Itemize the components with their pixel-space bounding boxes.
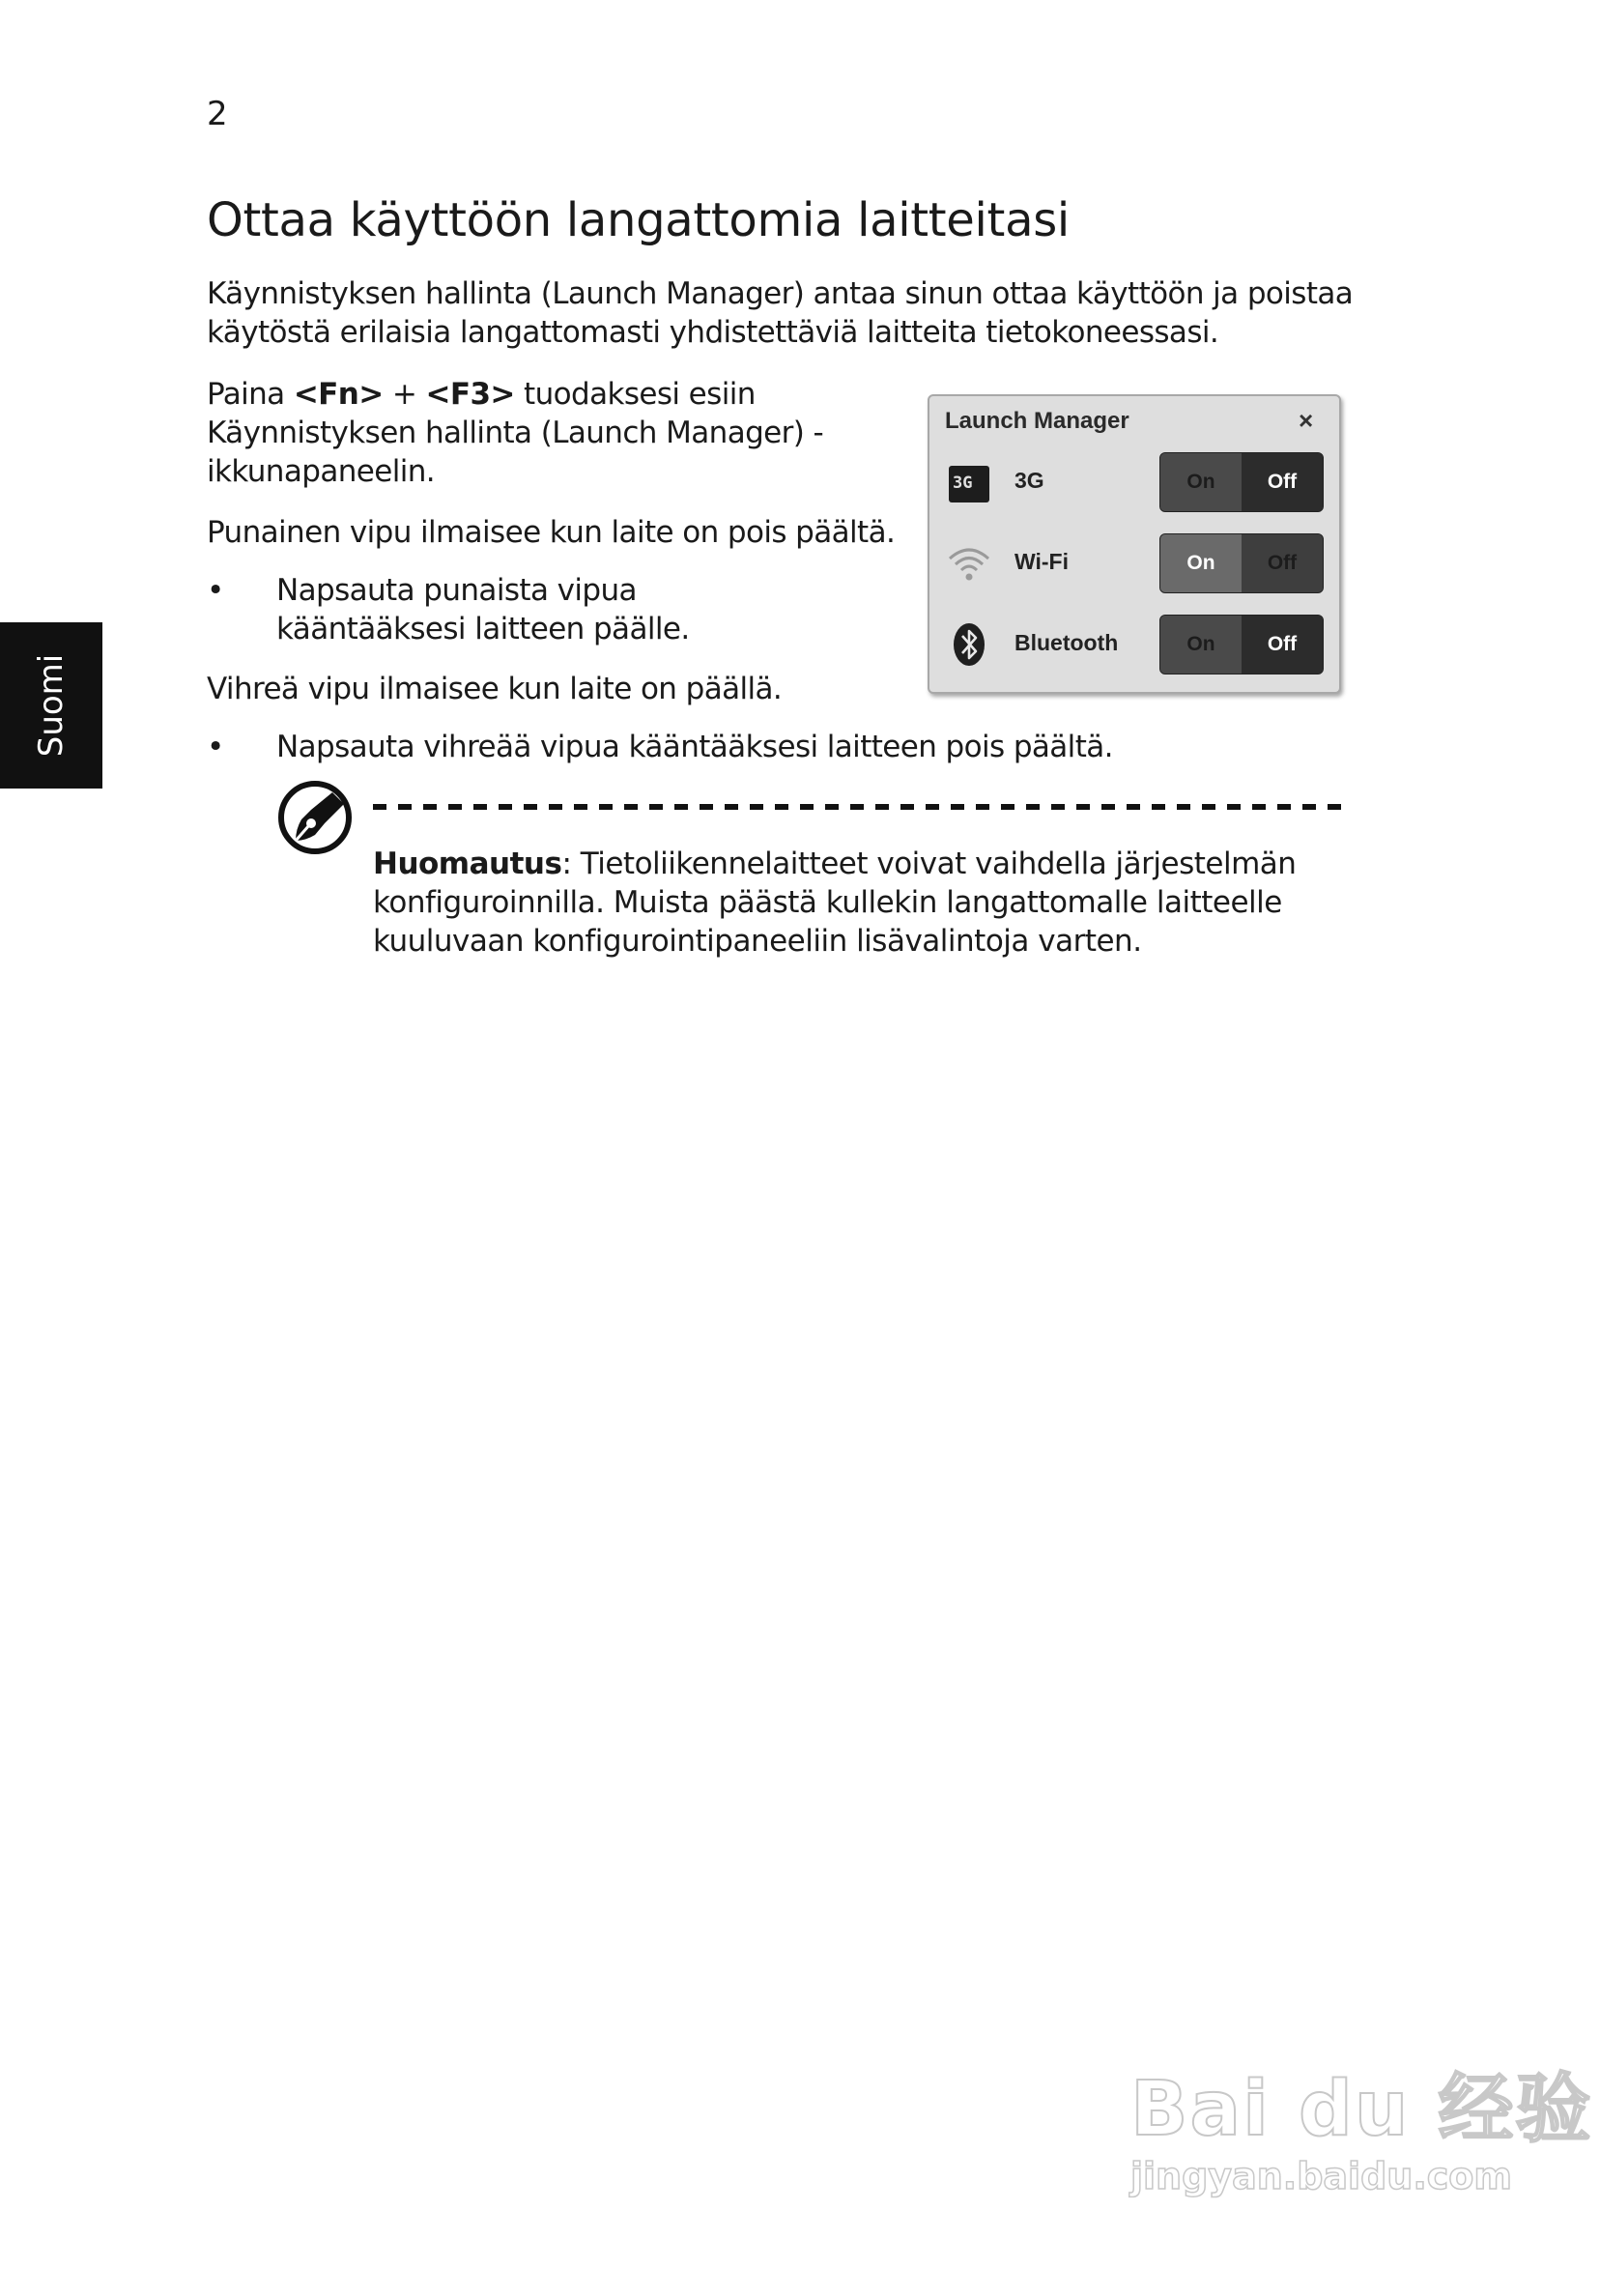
device-label-wifi: Wi-Fi [1014, 549, 1069, 574]
device-row-wifi [929, 531, 1339, 593]
toggle-bluetooth[interactable] [1159, 615, 1324, 674]
f3-key: <F3> [425, 377, 515, 412]
toggle-off-option[interactable]: Off [1242, 453, 1323, 511]
language-side-tab [0, 622, 102, 789]
note-paragraph [373, 845, 1387, 961]
device-row-bluetooth [929, 613, 1339, 674]
fn-key: <Fn> [293, 377, 384, 412]
page-title: Ottaa käyttöön langattomia laitteitasi [207, 193, 1070, 247]
intro-paragraph: Käynnistyksen hallinta (Launch Manager) antaa sinun ottaa käyttöön ja poistaa käytöstä erilaisia langattomasti yhdistettäviä laitteita tietokoneessasi. [207, 276, 1354, 350]
wifi-icon [947, 543, 991, 584]
red-lever-paragraph: Punainen vipu ilmaisee kun laite on pois päältä. [207, 515, 896, 550]
bullet-green-text: Napsauta vihreää vipua kääntääksesi laitteen pois päältä. [276, 730, 1113, 764]
toggle-on-option[interactable]: On [1160, 453, 1242, 511]
toggle-on-option[interactable]: On [1160, 534, 1242, 592]
3g-icon-text: 3G [953, 474, 973, 493]
baidu-watermark-logo: Bai du 经验 [1130, 2066, 1593, 2153]
plus-sign: + [383, 377, 426, 412]
press-suffix: tuodaksesi esiin Käynnistyksen hallinta (Launch Manager) -ikkunapaneelin. [207, 377, 824, 489]
toggle-off-option[interactable]: Off [1242, 534, 1323, 592]
launch-manager-title: Launch Manager [945, 408, 1129, 434]
launch-manager-window [928, 394, 1341, 694]
bullet-dot: • [207, 573, 224, 608]
note-body: : Tietoliikennelaitteet voivat vaihdella järjestelmän konfiguroinnilla. Muista päästä kullekin langattomalle laitteelle kuuluvaan konfigurointipaneeliin lisävalintoja varten. [373, 847, 1297, 959]
page-number: 2 [207, 95, 228, 133]
green-lever-paragraph: Vihreä vipu ilmaisee kun laite on päällä. [207, 672, 783, 706]
3g-icon [947, 462, 991, 502]
pen-nib-icon [276, 779, 354, 856]
device-label-bluetooth: Bluetooth [1014, 630, 1119, 655]
bullet-dot: • [207, 730, 224, 764]
press-prefix: Paina [207, 377, 294, 412]
bullet-red-text: Napsauta punaista vipua kääntääksesi laitteen päälle. [276, 573, 690, 646]
toggle-wifi[interactable] [1159, 533, 1324, 593]
note-label: Huomautus [373, 847, 562, 881]
toggle-off-option[interactable]: Off [1242, 616, 1323, 674]
side-tab-label: Suomi [32, 653, 71, 758]
toggle-on-option[interactable]: On [1160, 616, 1242, 674]
baidu-watermark-url: jingyan.baidu.com [1130, 2155, 1512, 2197]
close-icon[interactable]: × [1299, 406, 1314, 435]
device-row-3g [929, 450, 1339, 512]
toggle-3g[interactable] [1159, 452, 1324, 512]
bluetooth-icon [947, 624, 991, 665]
note-divider [373, 804, 1349, 810]
press-keys-paragraph [207, 375, 902, 491]
device-label-3g: 3G [1014, 468, 1044, 493]
